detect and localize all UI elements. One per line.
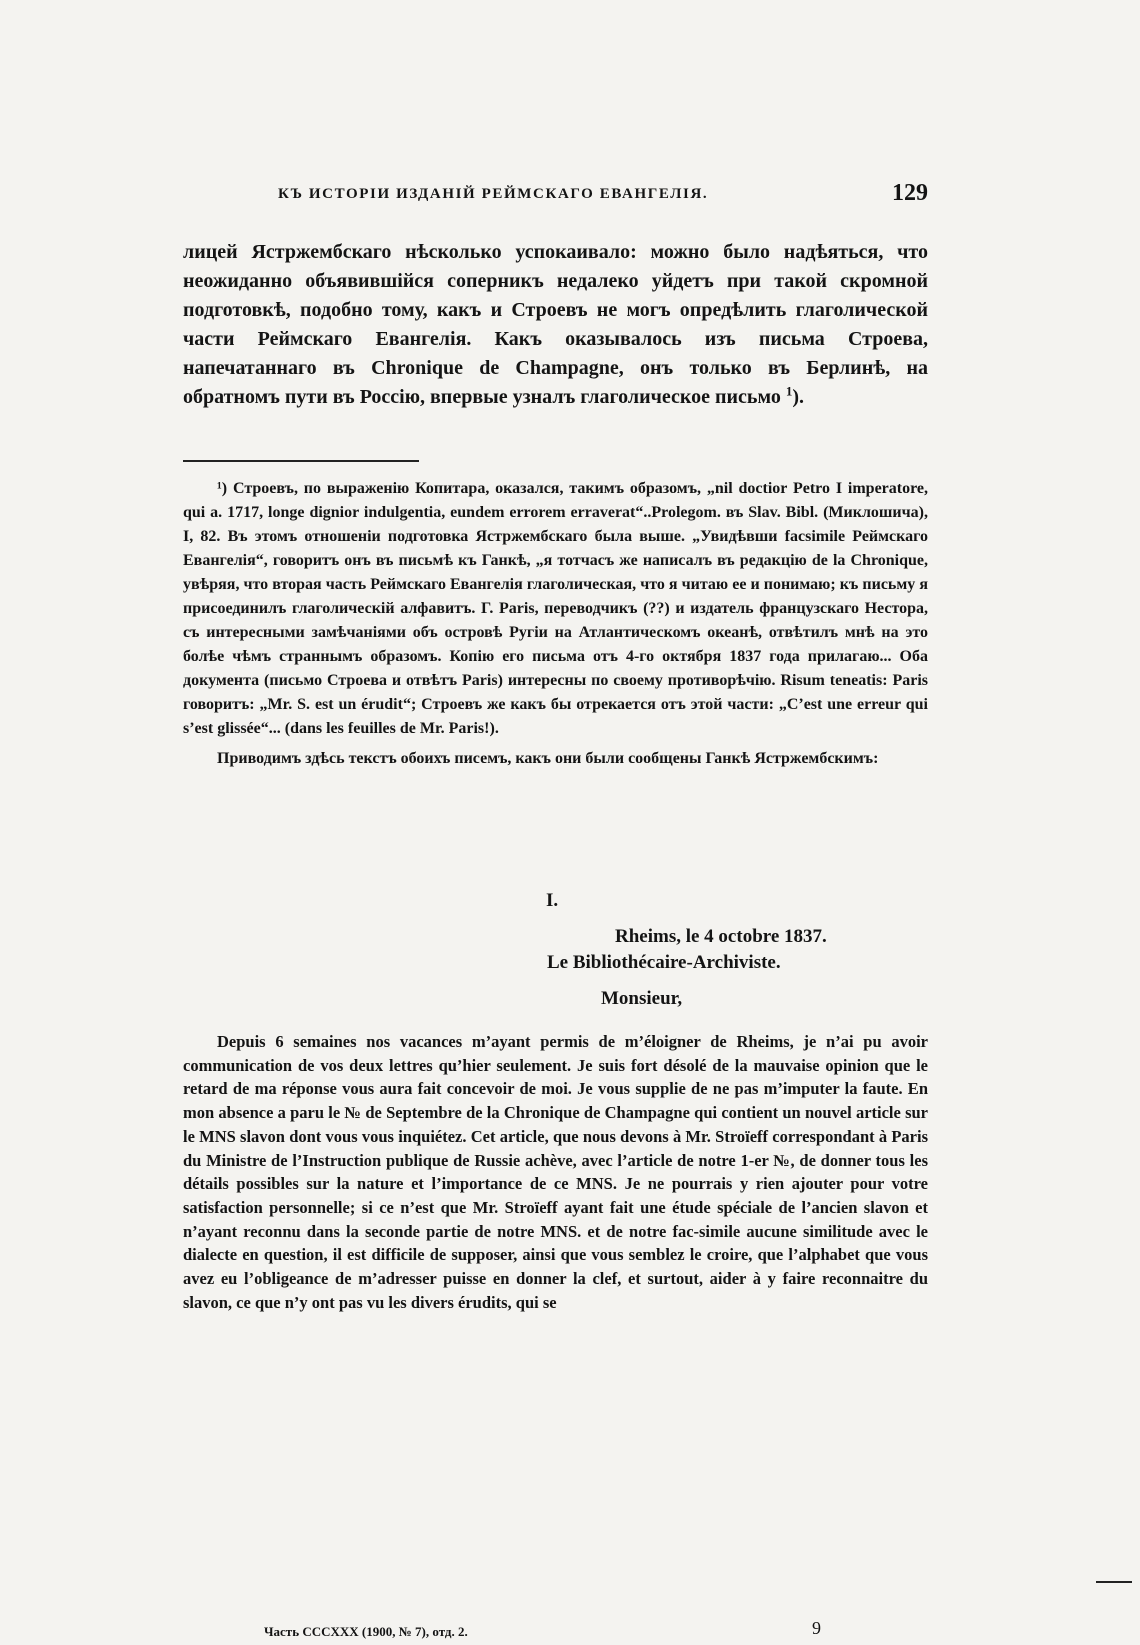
- footnote-reference[interactable]: 1: [785, 383, 793, 399]
- letter-sender: Le Bibliothécaire-Archiviste.: [547, 952, 781, 973]
- letter-salutation: Monsieur,: [601, 988, 683, 1009]
- letter-number: I.: [546, 890, 559, 911]
- running-head: КЪ ИСТОРІИ ИЗДАНІЙ РЕЙМСКАГО ЕВАНГЕЛІЯ.: [278, 186, 709, 202]
- edge-mark: [1096, 1581, 1132, 1583]
- letter-body: Depuis 6 semaines nos vacances m’ayant permis de m’éloigner de Rheims, je n’ai pu avoir communication de vos deux lettres qu’hier seulement. Je suis fort désolé de la mauvaise opinion que le retard de ma réponse vous aura fait concevoir de moi. Je vous supplie de ne pas m’imputer la faute. En mon absence a paru le № de Septembre de la Chronique de Champagne qui contient un nouvel article sur le MNS slavon dont vous vous inquiétez. Cet article, que nous devons à Mr. Stroïeff correspondant à Paris du Ministre de l’Instruction publique de Russie achève, avec l’article de notre 1-er №, de donner tous les détails possibles sur la nature et l’importance de ce MNS. Je ne pourrais y rien ajouter pour votre satisfaction personnelle; si ce n’est que Mr. Stroïeff ayant fait une étude spéciale de l’ancien slavon et n’ayant reconnu dans la seconde partie de notre MNS. et de notre fac-simile aucune similitude avec le dialecte en question, il est difficile de supposer, ainsi que vous semblez le croire, que l’alphabet que vous avez eu l’obligeance de m’adresser puisse en donner la clef, et surtout, aider à y faire reconnaitre du slavon, ce que n’y ont pas vu les divers érudits, qui se: [183, 1032, 928, 1312]
- main-paragraph: [183, 238, 928, 412]
- letter-dateline: Rheims, le 4 octobre 1837.: [615, 926, 827, 947]
- main-text-tail: ).: [792, 386, 805, 408]
- sheet-signature: Часть CCCXXX (1900, № 7), отд. 2.: [264, 1624, 468, 1639]
- main-text: лицей Ястржембскаго нѣсколько успокаивало: можно было надѣяться, что неожиданно объявившійся соперникъ недалеко уйдетъ при такой скромной подготовкѣ, подобно тому, какъ и Строевъ не могъ опредѣлить глаголической части Реймскаго Евангелія. Какъ оказывалось изъ письма Строева, напечатаннаго въ Chronique de Champagne, онъ только въ Берлинѣ, на обратномъ пути въ Россію, впервые узналъ глаголическое письмо: [183, 241, 928, 408]
- footnote-intro: Приводимъ здѣсь текстъ обоихъ писемъ, какъ они были сообщены Ганкѣ Ястржембскимъ:: [217, 750, 879, 767]
- page-header: [268, 180, 928, 212]
- footnote: [183, 477, 928, 771]
- footnote-text: Строевъ, по выраженію Копитара, оказался, такимъ образомъ, „nil doctior Petro I imperatore, qui a. 1717, longe dignior indulgentia, eundem errorem erraverat“..Prolegom. въ Slav. Bibl. (Миклошича), I, 82. Въ этомъ отношеніи подготовка Ястржембскаго была выше. „Увидѣвши facsimile Реймскаго Евангелія“, говоритъ онъ въ письмѣ къ Ганкѣ, „я тотчасъ же написалъ въ редакцію de la Chronique, увѣряя, что вторая часть Реймскаго Евангелія глаголическая, что я читаю ее и понимаю; къ письму я присоединилъ глаголическій алфавитъ. Г. Paris, переводчикъ (??) и издатель французскаго Нестора, съ интересными замѣчаніями объ островѣ Ругіи на Атлантическомъ океанѣ, отвѣтилъ мнѣ на это болѣе чѣмъ страннымъ образомъ. Копію его письма отъ 4-го октября 1837 года прилагаю... Оба документа (письмо Строева и отвѣтъ Paris) интересны по своему противорѣчію. Risum teneatis: Paris говоритъ: „Mr. S. est un érudit“; Строевъ же какъ бы отрекается отъ этой части: „C’est une erreur qui s’est glissée“... (dans les feuilles de Mr. Paris!).: [183, 480, 929, 737]
- footnote-paragraph: [183, 477, 928, 741]
- footnote-divider: [183, 460, 419, 462]
- sheet-number: 9: [812, 1618, 821, 1638]
- page-number: 129: [892, 180, 928, 206]
- footnote-marker: ¹): [217, 480, 228, 497]
